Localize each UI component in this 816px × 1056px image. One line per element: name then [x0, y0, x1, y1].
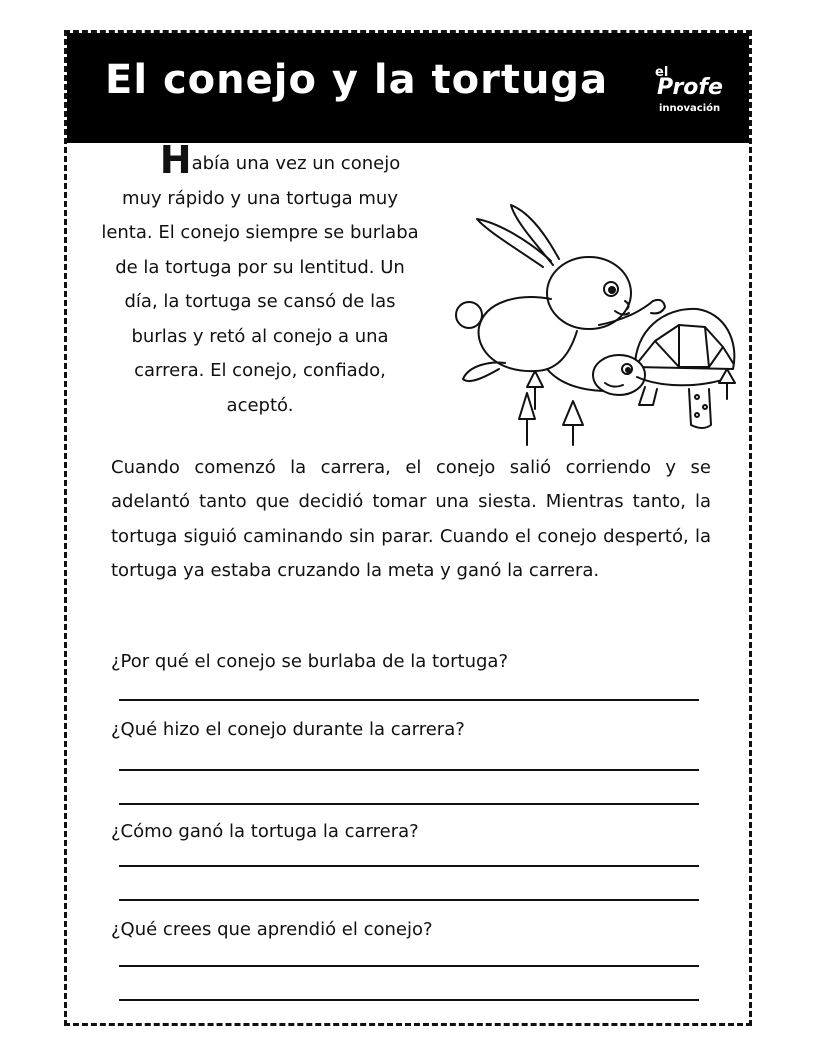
- question-1: ¿Por qué el conejo se burlaba de la tortuga?: [111, 651, 508, 672]
- intro-paragraph: [101, 138, 419, 423]
- question-4: ¿Qué crees que aprendió el conejo?: [111, 919, 433, 940]
- story-paragraph: Cuando comenzó la carrera, el conejo salió corriendo y se adelantó tanto que decidió tomar una siesta. Mientras tanto, la tortuga siguió caminando sin parar. Cuando el conejo despertó, la tortuga ya estaba cruzando la meta y ganó la carrera.: [111, 457, 711, 582]
- logo-text-profe: Profe: [657, 75, 723, 100]
- logo-text-innovacion: innovación: [659, 103, 721, 114]
- answer-line[interactable]: [119, 999, 699, 1001]
- question-2: ¿Qué hizo el conejo durante la carrera?: [111, 719, 465, 740]
- answer-line[interactable]: [119, 965, 699, 967]
- rabbit-and-turtle-illustration: [439, 201, 739, 451]
- answer-line[interactable]: [119, 803, 699, 805]
- logo-text-el: el: [655, 65, 669, 80]
- turtle-icon: [593, 309, 734, 428]
- answer-line[interactable]: [119, 769, 699, 771]
- intro-text: muy rápido y una tortuga muy lenta. El conejo siempre se burlaba de la tortuga por su lentitud. Un día, la tortuga se cansó de las burlas y retó al conejo a una carrera. El conejo, confiado, aceptó.: [101, 187, 419, 416]
- answer-line[interactable]: [119, 865, 699, 867]
- worksheet: [64, 30, 752, 1026]
- question-3: ¿Cómo ganó la tortuga la carrera?: [111, 821, 419, 842]
- answer-line[interactable]: [119, 699, 699, 701]
- drop-cap: H: [159, 138, 192, 182]
- answer-line[interactable]: [119, 899, 699, 901]
- intro-first-line-text: abía una vez un conejo: [191, 153, 401, 174]
- page-title: El conejo y la tortuga: [105, 57, 609, 103]
- title-banner: [67, 33, 749, 143]
- el-profe-logo: [655, 65, 737, 117]
- intro-first-line: [101, 138, 419, 182]
